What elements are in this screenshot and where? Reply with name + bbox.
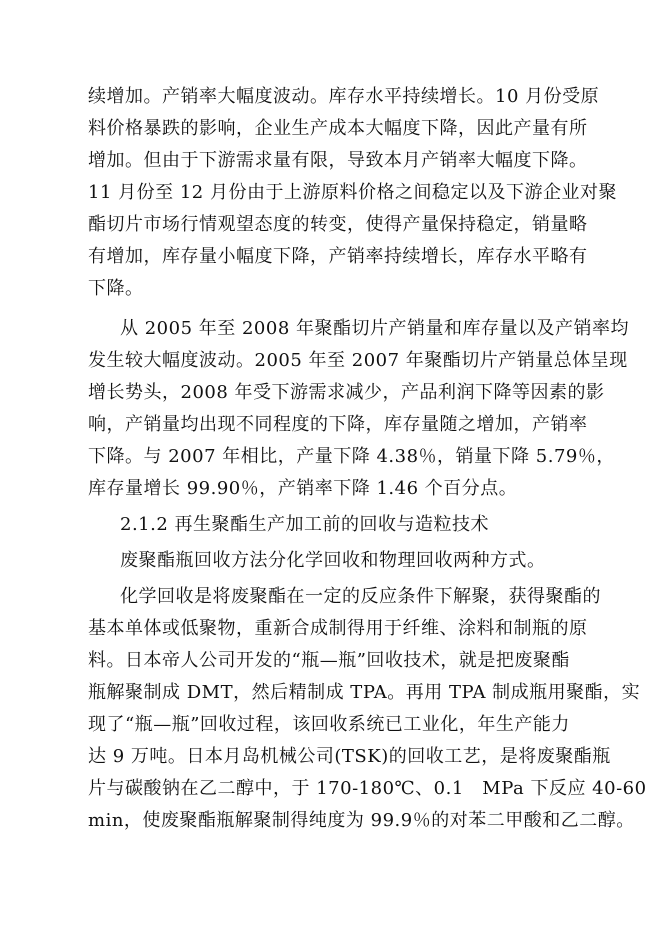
section-heading: 2.1.2 再生聚酯生产加工前的回收与造粒技术 [120, 514, 490, 535]
text-line-22: 片与碳酸钠在乙二醇中，于 170-180℃、0.1 MPa 下反应 40-60 [88, 778, 647, 799]
text-line-10: 增长势头，2008 年受下游需求减少，产品利润下降等因素的影 [88, 382, 605, 403]
text-line-13: 库存量增长 99.90％，产销率下降 1.46 个百分点。 [88, 478, 518, 499]
text-line-6: 有增加，库存量小幅度下降，产销率持续增长，库存水平略有 [88, 246, 588, 267]
text-line-8: 从 2005 年至 2008 年聚酯切片产销量和库存量以及产销率均 [120, 318, 630, 339]
text-line-4: 11 月份至 12 月份由于上游原料价格之间稳定以及下游企业对聚 [88, 182, 617, 203]
text-line-21: 达 9 万吨。日本月岛机械公司(TSK)的回收工艺，是将废聚酯瓶 [88, 746, 611, 767]
text-line-11: 响，产销量均出现不同程度的下降，库存量随之增加，产销率 [88, 414, 588, 435]
text-line-17: 基本单体或低聚物，重新合成制得用于纤维、涂料和制瓶的原 [88, 618, 588, 639]
text-line-15: 废聚酯瓶回收方法分化学回收和物理回收两种方式。 [120, 550, 546, 571]
text-line-23: min，使废聚酯瓶解聚制得纯度为 99.9％的对苯二甲酸和乙二醇。 [88, 810, 635, 831]
text-line-9: 发生较大幅度波动。2005 年至 2007 年聚酯切片产销量总体呈现 [88, 350, 628, 371]
text-line-2: 料价格暴跌的影响，企业生产成本大幅度下降，因此产量有所 [88, 118, 588, 139]
text-line-19: 瓶解聚制成 DMT，然后精制成 TPA。再用 TPA 制成瓶用聚酯，实 [88, 682, 641, 703]
text-line-16: 化学回收是将废聚酯在一定的反应条件下解聚，获得聚酯的 [120, 586, 601, 607]
text-line-3: 增加。但由于下游需求量有限，导致本月产销率大幅度下降。 [88, 150, 588, 171]
text-line-5: 酯切片市场行情观望态度的转变，使得产量保持稳定，销量略 [88, 214, 588, 235]
text-line-1: 续增加。产销率大幅度波动。库存水平持续增长。10 月份受原 [88, 86, 600, 107]
text-line-18: 料。日本帝人公司开发的“瓶—瓶”回收技术，就是把废聚酯 [88, 650, 570, 671]
text-line-20: 现了“瓶—瓶”回收过程，该回收系统已工业化，年生产能力 [88, 714, 570, 735]
text-line-7: 下降。 [88, 278, 144, 299]
text-line-12: 下降。与 2007 年相比，产量下降 4.38％，销量下降 5.79％， [88, 446, 615, 467]
